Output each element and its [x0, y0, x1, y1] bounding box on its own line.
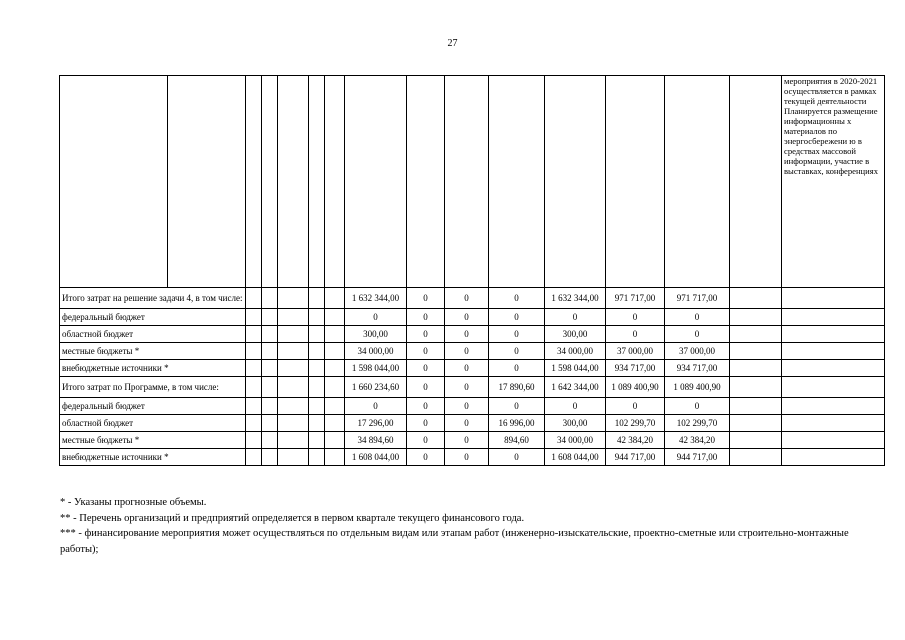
table-cell — [278, 343, 309, 360]
activity-note: мероприятия в 2020-2021 осуществляется в рамках текущей деятельности Планируется размещение информационны х материалов по энергосбережени ю в средствах массовой информации, участие в выставках, конференциях — [782, 76, 885, 288]
table-cell — [278, 415, 309, 432]
amount-cell: 0 — [345, 309, 407, 326]
amount-cell: 1 660 234,60 — [345, 377, 407, 398]
amount-cell: 0 — [345, 398, 407, 415]
table-cell — [309, 415, 325, 432]
table-cell — [325, 309, 345, 326]
table-cell — [309, 309, 325, 326]
amount-cell: 42 384,20 — [665, 432, 730, 449]
footnotes — [60, 495, 860, 557]
table-cell — [325, 415, 345, 432]
amount-cell: 971 717,00 — [606, 288, 665, 309]
table-cell — [246, 432, 262, 449]
amount-cell: 0 — [445, 343, 489, 360]
amount-cell: 0 — [489, 343, 545, 360]
table-cell — [325, 377, 345, 398]
amount-cell: 0 — [665, 398, 730, 415]
table-cell — [782, 343, 885, 360]
table-cell — [730, 76, 782, 288]
table-cell — [278, 377, 309, 398]
table-cell — [782, 377, 885, 398]
amount-cell: 300,00 — [545, 415, 606, 432]
amount-cell: 1 089 400,90 — [665, 377, 730, 398]
amount-cell: 102 299,70 — [665, 415, 730, 432]
table-cell — [782, 360, 885, 377]
amount-cell: 0 — [407, 288, 445, 309]
footnote: * - Указаны прогнозные объемы. — [60, 497, 207, 508]
table-cell — [730, 398, 782, 415]
table-cell — [782, 398, 885, 415]
table-cell — [325, 288, 345, 309]
amount-cell: 934 717,00 — [606, 360, 665, 377]
amount-cell: 0 — [407, 343, 445, 360]
table-cell — [309, 326, 325, 343]
table-cell — [730, 432, 782, 449]
amount-cell: 0 — [407, 326, 445, 343]
table-cell — [246, 326, 262, 343]
amount-cell: 300,00 — [345, 326, 407, 343]
amount-cell: 34 000,00 — [345, 343, 407, 360]
table-row — [60, 343, 885, 360]
amount-cell: 0 — [445, 415, 489, 432]
table-cell — [309, 343, 325, 360]
amount-cell: 16 996,00 — [489, 415, 545, 432]
amount-cell: 0 — [445, 398, 489, 415]
table-cell — [262, 309, 278, 326]
page-number: 27 — [447, 38, 458, 49]
table-cell — [246, 309, 262, 326]
amount-cell: 1 608 044,00 — [345, 449, 407, 466]
amount-cell: 944 717,00 — [606, 449, 665, 466]
amount-cell: 0 — [606, 326, 665, 343]
amount-cell: 34 000,00 — [545, 343, 606, 360]
amount-cell: 0 — [407, 415, 445, 432]
table-cell — [606, 76, 665, 288]
table-body — [60, 76, 885, 466]
amount-cell: 0 — [489, 449, 545, 466]
table-cell — [309, 432, 325, 449]
table-cell — [246, 415, 262, 432]
amount-cell: 0 — [489, 360, 545, 377]
table-cell — [278, 449, 309, 466]
table-cell — [278, 76, 309, 288]
table-cell — [60, 76, 168, 288]
amount-cell: 1 089 400,90 — [606, 377, 665, 398]
amount-cell: 894,60 — [489, 432, 545, 449]
amount-cell: 0 — [545, 398, 606, 415]
row-label: местные бюджеты * — [60, 343, 246, 360]
table-row — [60, 415, 885, 432]
budget-table — [59, 75, 885, 466]
table-row — [60, 288, 885, 309]
table-cell — [246, 288, 262, 309]
table-cell — [782, 326, 885, 343]
amount-cell: 37 000,00 — [606, 343, 665, 360]
table-cell — [325, 343, 345, 360]
table-cell — [278, 309, 309, 326]
table-cell — [309, 377, 325, 398]
table-cell — [262, 288, 278, 309]
table-row — [60, 377, 885, 398]
table-cell — [730, 309, 782, 326]
table-cell — [246, 360, 262, 377]
amount-cell: 0 — [445, 326, 489, 343]
table-cell — [278, 288, 309, 309]
amount-cell: 1 642 344,00 — [545, 377, 606, 398]
footnote: *** - финансирование мероприятия может осуществляться по отдельным видам или этапам работ (инженерно-изыскательские, проектно-сметные или строительно-монтажные работы); — [60, 528, 849, 555]
row-label: областной бюджет — [60, 415, 246, 432]
table-cell — [782, 309, 885, 326]
amount-cell: 0 — [407, 377, 445, 398]
table-cell — [309, 360, 325, 377]
amount-cell: 1 598 044,00 — [345, 360, 407, 377]
table-cell — [730, 377, 782, 398]
table-cell — [309, 449, 325, 466]
table-cell — [246, 343, 262, 360]
table-cell — [262, 449, 278, 466]
amount-cell: 0 — [407, 432, 445, 449]
amount-cell: 0 — [489, 309, 545, 326]
table-cell — [262, 415, 278, 432]
amount-cell: 0 — [407, 309, 445, 326]
amount-cell: 971 717,00 — [665, 288, 730, 309]
table-cell — [278, 432, 309, 449]
amount-cell: 0 — [407, 449, 445, 466]
table-row — [60, 360, 885, 377]
table-cell — [782, 415, 885, 432]
table-cell — [278, 398, 309, 415]
table-cell — [262, 343, 278, 360]
amount-cell: 34 894,60 — [345, 432, 407, 449]
row-label: федеральный бюджет — [60, 398, 246, 415]
table-cell — [309, 76, 325, 288]
amount-cell: 300,00 — [545, 326, 606, 343]
amount-cell: 1 632 344,00 — [545, 288, 606, 309]
table-row — [60, 449, 885, 466]
table-cell — [325, 326, 345, 343]
table-row — [60, 432, 885, 449]
amount-cell: 0 — [665, 326, 730, 343]
table-cell — [545, 76, 606, 288]
table-cell — [730, 343, 782, 360]
amount-cell: 0 — [606, 398, 665, 415]
table-cell — [665, 76, 730, 288]
amount-cell: 0 — [606, 309, 665, 326]
table-cell — [246, 377, 262, 398]
table-cell — [407, 76, 445, 288]
table-cell — [246, 76, 262, 288]
amount-cell: 42 384,20 — [606, 432, 665, 449]
amount-cell: 0 — [445, 360, 489, 377]
amount-cell: 17 890,60 — [489, 377, 545, 398]
amount-cell: 0 — [445, 288, 489, 309]
amount-cell: 0 — [407, 360, 445, 377]
table-cell — [782, 449, 885, 466]
amount-cell: 0 — [665, 309, 730, 326]
table-cell — [325, 398, 345, 415]
amount-cell: 944 717,00 — [665, 449, 730, 466]
table-cell — [489, 76, 545, 288]
row-label: внебюджетные источники * — [60, 449, 246, 466]
row-label: федеральный бюджет — [60, 309, 246, 326]
row-label: внебюджетные источники * — [60, 360, 246, 377]
amount-cell: 0 — [489, 398, 545, 415]
table-cell — [262, 326, 278, 343]
table-cell — [345, 76, 407, 288]
table-cell — [262, 76, 278, 288]
table-cell — [782, 432, 885, 449]
table-row — [60, 398, 885, 415]
table-row — [60, 76, 885, 288]
amount-cell: 37 000,00 — [665, 343, 730, 360]
footnote: ** - Перечень организаций и предприятий определяется в первом квартале текущего финансового года. — [60, 512, 525, 524]
amount-cell: 102 299,70 — [606, 415, 665, 432]
amount-cell: 0 — [445, 309, 489, 326]
table-cell — [325, 360, 345, 377]
table-cell — [730, 288, 782, 309]
table-cell — [325, 449, 345, 466]
amount-cell: 1 598 044,00 — [545, 360, 606, 377]
amount-cell: 0 — [545, 309, 606, 326]
amount-cell: 0 — [445, 377, 489, 398]
amount-cell: 0 — [489, 326, 545, 343]
amount-cell: 1 632 344,00 — [345, 288, 407, 309]
table-cell — [262, 360, 278, 377]
amount-cell: 17 296,00 — [345, 415, 407, 432]
table-cell — [309, 288, 325, 309]
table-row — [60, 326, 885, 343]
row-label: местные бюджеты * — [60, 432, 246, 449]
table-cell — [730, 449, 782, 466]
amount-cell: 0 — [445, 449, 489, 466]
amount-cell: 1 608 044,00 — [545, 449, 606, 466]
table-row — [60, 309, 885, 326]
table-cell — [262, 432, 278, 449]
table-cell — [325, 76, 345, 288]
table-cell — [262, 398, 278, 415]
table-cell — [246, 398, 262, 415]
amount-cell: 934 717,00 — [665, 360, 730, 377]
table-cell — [445, 76, 489, 288]
amount-cell: 0 — [407, 398, 445, 415]
table-cell — [730, 415, 782, 432]
amount-cell: 0 — [445, 432, 489, 449]
table-cell — [262, 377, 278, 398]
amount-cell: 34 000,00 — [545, 432, 606, 449]
table-cell — [782, 288, 885, 309]
table-cell — [309, 398, 325, 415]
row-label: Итого затрат по Программе, в том числе: — [60, 377, 246, 398]
table-cell — [278, 360, 309, 377]
table-cell — [168, 76, 246, 288]
row-label: Итого затрат на решение задачи 4, в том числе: — [60, 288, 246, 309]
table-cell — [246, 449, 262, 466]
row-label: областной бюджет — [60, 326, 246, 343]
table-cell — [325, 432, 345, 449]
table-cell — [730, 360, 782, 377]
amount-cell: 0 — [489, 288, 545, 309]
table-cell — [278, 326, 309, 343]
table-cell — [730, 326, 782, 343]
